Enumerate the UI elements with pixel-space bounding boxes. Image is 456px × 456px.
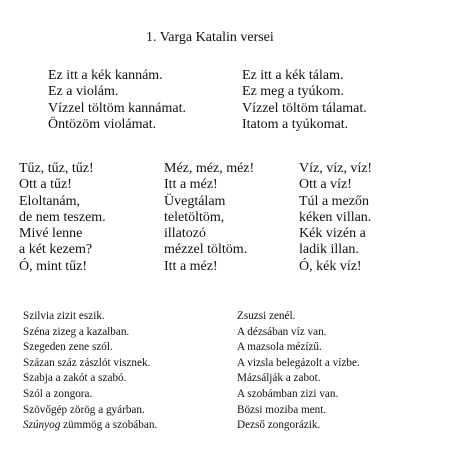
poem-line: Ez itt a kék kannám. [48, 68, 163, 83]
poem-line: Ott a tűz! [19, 177, 72, 193]
poem-talam [242, 68, 367, 133]
sentence-text: Szilvia zizit eszik. [23, 310, 105, 322]
poem-line: Üvegtálam [164, 193, 226, 209]
poem-kannam [48, 68, 186, 133]
sentence-line: Bözsi moziba ment. [237, 403, 327, 416]
page-title: 1. Varga Katalin versei [146, 30, 274, 45]
sentence-text: Széna zizeg a kazalban. [23, 325, 130, 338]
poem-line: Víz, víz, víz! [299, 161, 373, 176]
poem-line: Ott a víz! [299, 177, 352, 193]
poem-line: Öntözöm violámat. [48, 116, 157, 132]
sentence-text: Szövőgép zörög a gyárban. [23, 403, 145, 416]
poem-line: kéken villan. [299, 209, 372, 225]
sentence-line: A szobámban zizi van. [237, 387, 339, 400]
sentence-line: A dézsában víz van. [237, 325, 327, 338]
poem-line: de nem teszem. [19, 209, 106, 225]
poem-viz [299, 161, 372, 275]
poem-line: a két kezem? [19, 242, 93, 258]
poem-line: ladik illan. [299, 242, 359, 258]
sentence-line: Mázsálják a zabot. [237, 372, 321, 385]
sentence-line [23, 403, 157, 419]
sentence-text: zümmög a szobában. [60, 419, 158, 432]
poem-line: Ez itt a kék tálam. [242, 68, 344, 83]
poem-line: Vízzel töltöm tálamat. [242, 100, 367, 116]
zs-sentences [237, 309, 360, 434]
sentence-line: Zsuzsi zenél. [237, 310, 296, 322]
sentence-line: A vizsla belegázolt a vízbe. [237, 356, 360, 369]
sz-sentences [23, 309, 157, 434]
poem-line: teletöltöm, [164, 209, 225, 225]
poem-line: Ez a violám. [48, 84, 119, 100]
sentence-line [23, 325, 157, 341]
sentence-text: Szabja a zakót a szabó. [23, 372, 127, 385]
sentence-line: A mazsola mézízű. [237, 341, 322, 354]
poem-line: Tűz, tűz, tűz! [19, 161, 94, 176]
sentence-line [23, 387, 157, 403]
sentence-line [23, 309, 157, 325]
poem-line: Kék vizén a [299, 226, 366, 242]
poem-line: illatozó [164, 226, 206, 242]
sentence-line [23, 340, 157, 356]
sentence-text: Százan száz zászlót visznek. [23, 356, 151, 369]
poem-line: Eloltanám, [19, 193, 81, 209]
sentence-line [23, 418, 157, 434]
poem-line: Méz, méz, méz! [164, 161, 255, 176]
sentence-text: Szól a zongora. [23, 387, 93, 400]
poem-mez [164, 161, 254, 275]
sentence-line [23, 371, 157, 387]
poem-line: Ó, kék víz! [299, 258, 362, 274]
poem-tuz [19, 161, 106, 275]
poem-line: Itt a méz! [164, 258, 218, 274]
sentence-text: Szegeden zene szól. [23, 341, 113, 354]
poem-line: Ez meg a tyúkom. [242, 84, 344, 100]
poem-line: mézzel töltöm. [164, 242, 248, 258]
sentence-line [23, 356, 157, 372]
poem-line: Mivé lenne [19, 226, 83, 242]
poem-line: Vízzel töltöm kannámat. [48, 100, 187, 116]
poem-line: Ó, mint tűz! [19, 258, 88, 274]
poem-line: Itatom a tyúkomat. [242, 116, 349, 132]
poem-line: Túl a mezőn [299, 193, 369, 209]
sentence-emphasis: Szúnyog [23, 419, 61, 432]
poem-line: Itt a méz! [164, 177, 218, 193]
sentence-line: Dezső zongorázik. [237, 419, 321, 432]
